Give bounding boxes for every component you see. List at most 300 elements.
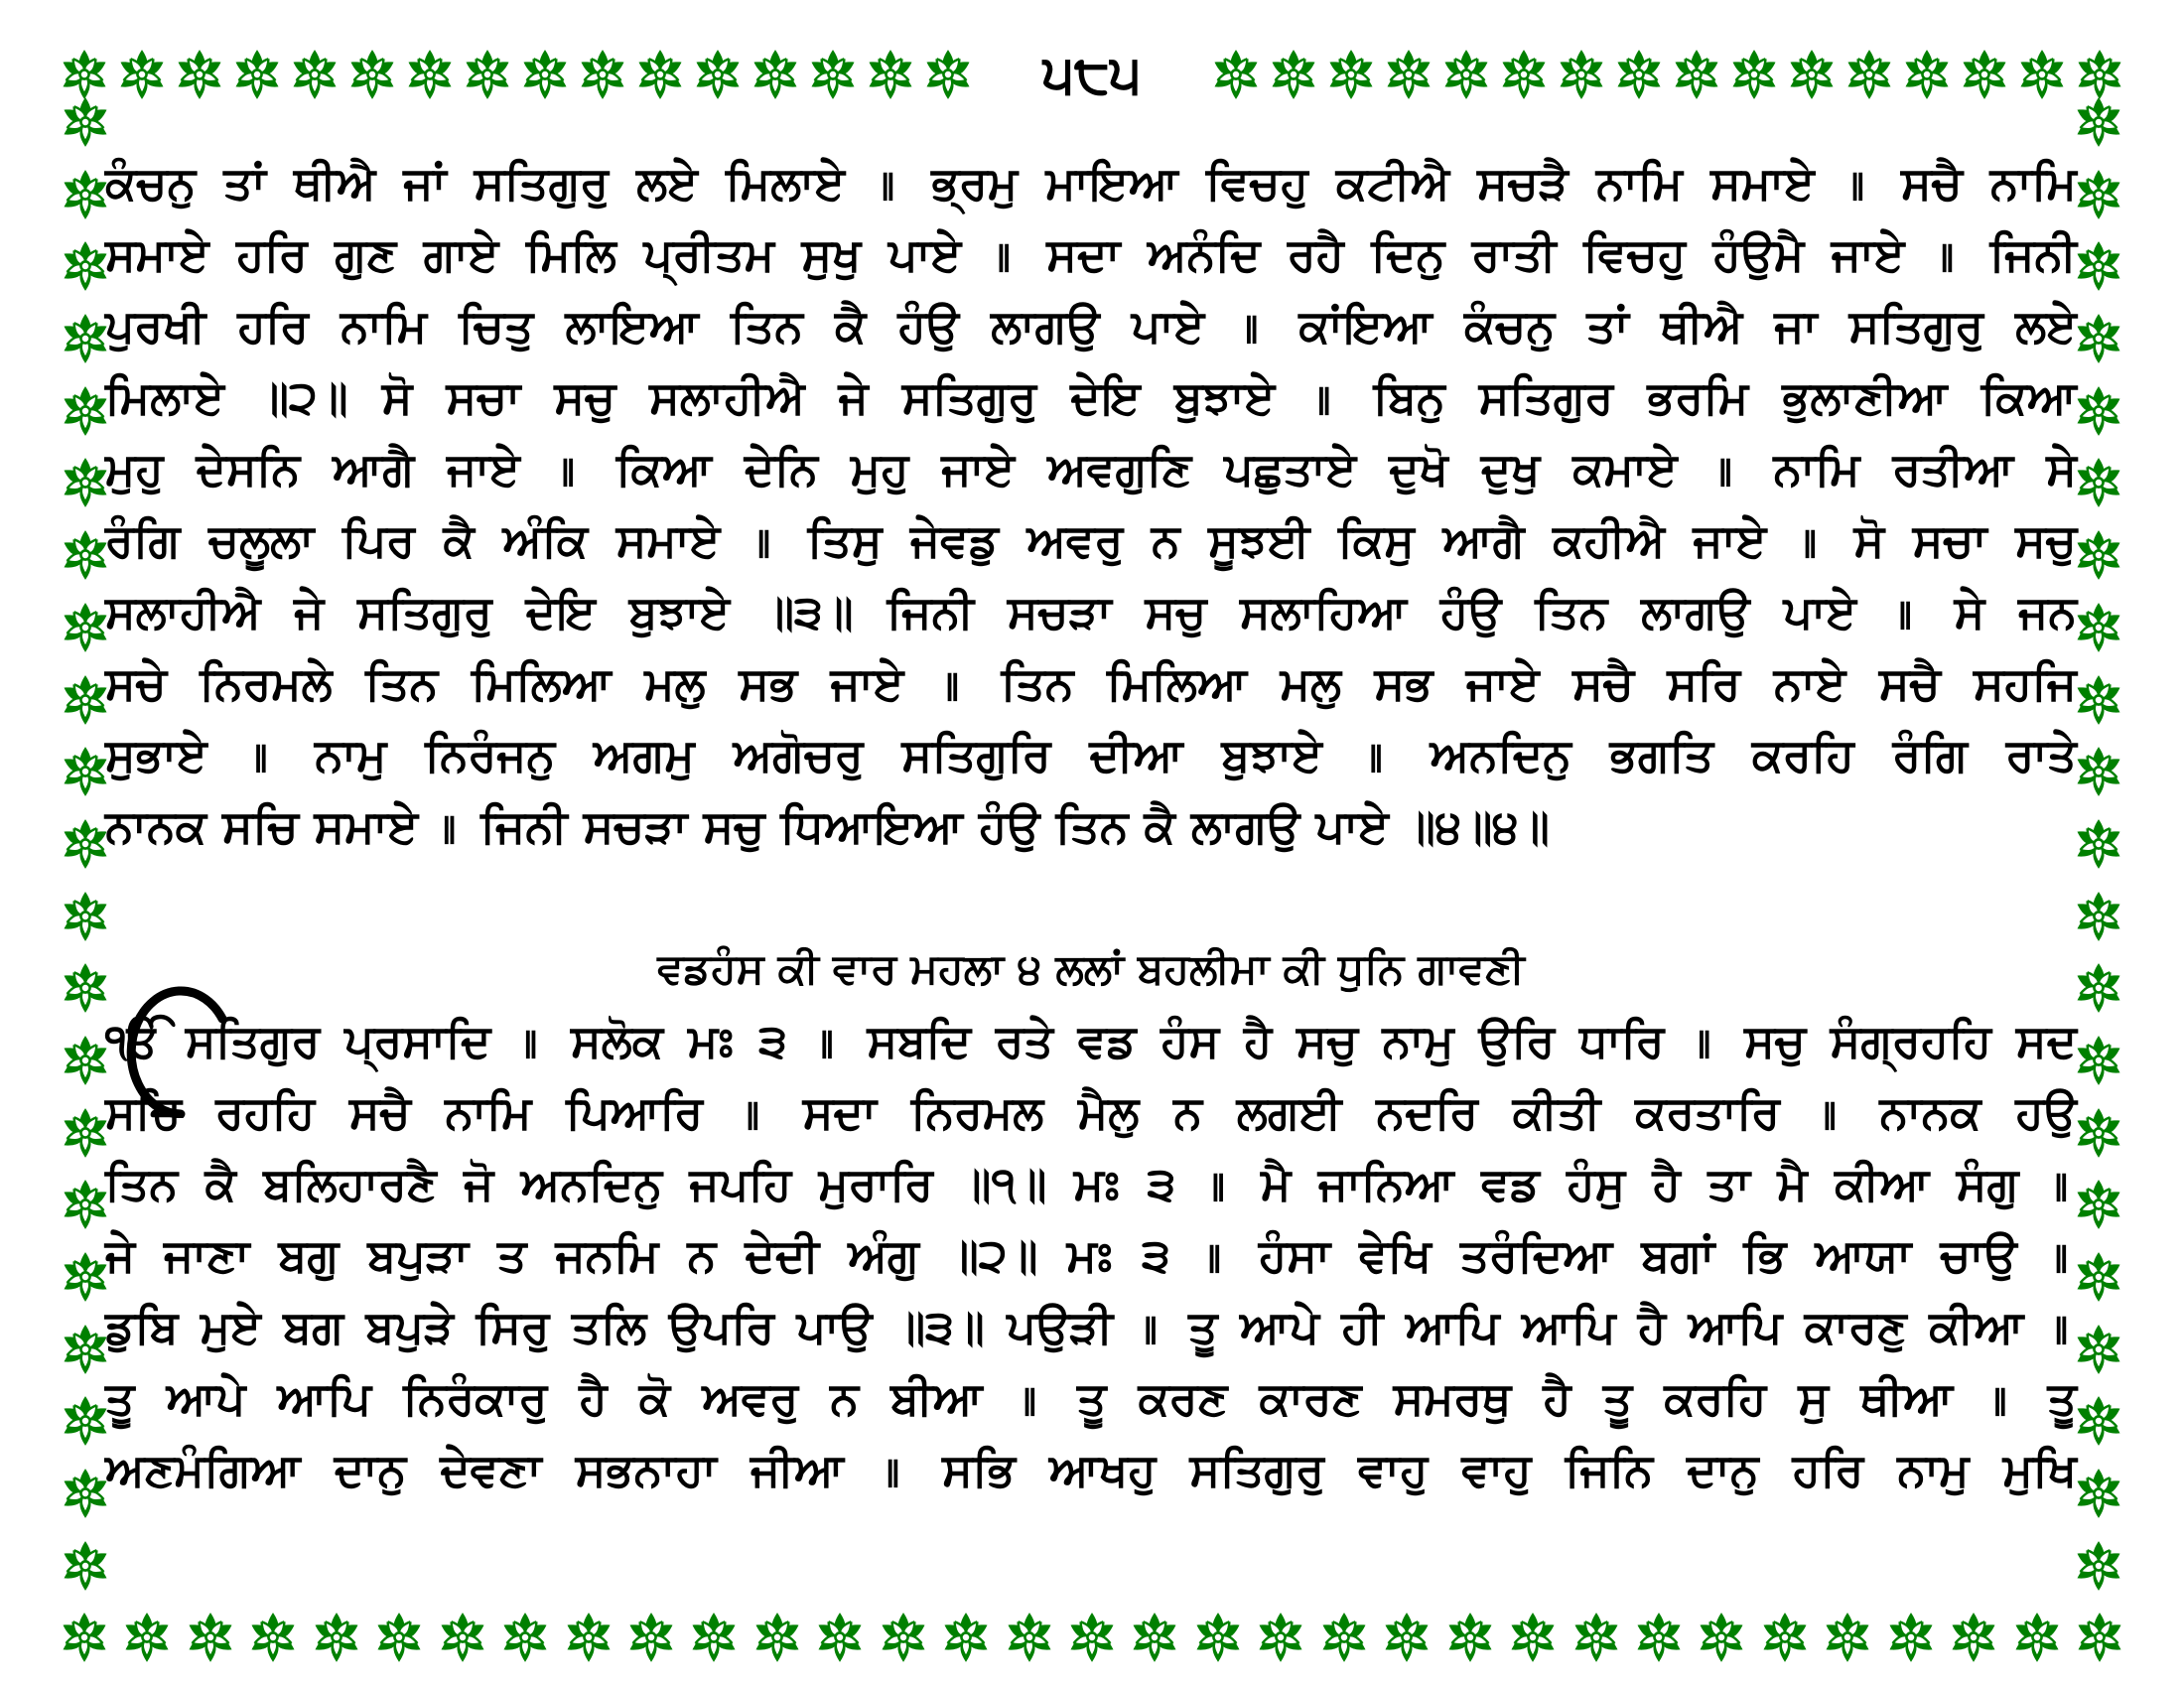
- word: ਸੂਝਈ: [1208, 513, 1310, 567]
- text-line: [105, 1291, 2077, 1362]
- flower-icon: [877, 1611, 930, 1664]
- word: ਸਮਾਏ: [314, 799, 419, 853]
- text-line: [105, 1076, 2077, 1148]
- flower-icon: [2072, 1467, 2125, 1520]
- border-right: [2071, 95, 2126, 1593]
- word: ॥੧॥: [960, 1157, 1047, 1210]
- word: ਵਿਚਹੁ: [1205, 156, 1308, 210]
- word: ਚਲੂਲਾ: [207, 513, 315, 567]
- word: ਸੁਖੁ: [801, 227, 862, 281]
- word: ਤੂ: [1076, 1371, 1107, 1425]
- word: ਤਲਿ: [571, 1300, 647, 1353]
- flower-icon: [230, 48, 284, 101]
- flower-icon: [687, 1611, 741, 1664]
- word: ਨਾਨਕ: [105, 799, 207, 853]
- flower-icon: [59, 601, 112, 654]
- word: ਸੇ: [2046, 442, 2077, 495]
- flower-icon: [59, 1250, 112, 1304]
- word: ਪਿਆਰਿ: [566, 1085, 704, 1139]
- word: ਆਪਿ: [1521, 1300, 1616, 1353]
- flower-icon: [59, 673, 112, 727]
- word: ਸਮਾਏ: [1710, 156, 1815, 210]
- word: ਸਚੈ: [1878, 656, 1941, 710]
- flower-icon: [59, 384, 112, 438]
- word: ਪਾਏ: [887, 227, 962, 281]
- word: ॥੪॥੪॥: [1404, 799, 1550, 853]
- word: ਤਾਂ: [1586, 299, 1629, 352]
- flower-icon: [59, 456, 112, 509]
- text-line: [105, 361, 2077, 433]
- word: ਧਾਰਿ: [1578, 1014, 1665, 1067]
- flower-icon: [59, 95, 112, 149]
- word: ਅਣਮੰਗਿਆ: [105, 1443, 301, 1496]
- word: ਜਾਏ: [1693, 513, 1767, 567]
- word: ਜੇ: [294, 585, 325, 638]
- word: ॥: [1842, 156, 1873, 210]
- word: ਸਚੁ: [703, 799, 765, 853]
- word: ਧਿਆਇਆ: [780, 799, 963, 853]
- word: ਜਾਏ: [1465, 656, 1540, 710]
- word: ॥: [1931, 227, 1963, 281]
- word: ਸਚੁ: [1297, 1014, 1358, 1067]
- word: ਕਾਂਇਆ: [1298, 299, 1433, 352]
- word: ਵਾਹੁ: [1358, 1443, 1429, 1496]
- word: ਕਾਰਣੁ: [1804, 1300, 1907, 1353]
- word: ਦੇਸਨਿ: [196, 442, 301, 495]
- word: ਵਾਹੁ: [1461, 1443, 1532, 1496]
- word: ਨਾਮਿ: [341, 299, 427, 352]
- word: ਤਿਨ: [105, 1157, 179, 1210]
- word: ਮੈਲੁ: [1078, 1085, 1140, 1139]
- word: ॥: [1360, 728, 1392, 781]
- word: ਥੀਐ: [293, 156, 376, 210]
- word: ਹੈ: [579, 1371, 608, 1425]
- word: ਨਾਮਿ: [1595, 156, 1683, 210]
- word: ਜਾਏ: [941, 442, 1016, 495]
- word: ਜਿਨੀ: [480, 799, 568, 853]
- flower-icon: [498, 1611, 552, 1664]
- flower-icon: [59, 1394, 112, 1448]
- word: ਆਯਾ: [1815, 1228, 1912, 1282]
- word: ਸਚੜਾ: [583, 799, 688, 853]
- word: ॥: [811, 1014, 843, 1067]
- word: ਕੀ: [1283, 944, 1324, 993]
- word: ਦੇਵਣਾ: [440, 1443, 542, 1496]
- word: ਮਹਲਾ: [910, 944, 1005, 993]
- word: ਸਤਿਗੁਰੁ: [1189, 1443, 1324, 1496]
- flower-icon: [2072, 239, 2125, 293]
- flower-icon: [1947, 1611, 2000, 1664]
- flower-icon: [921, 48, 975, 101]
- word: ਉਰਿ: [1478, 1014, 1556, 1067]
- flower-icon: [1632, 1611, 1686, 1664]
- word: ਸੰਗੁ: [1956, 1157, 2019, 1210]
- word: ਕਟੀਐ: [1335, 156, 1450, 210]
- flower-icon: [813, 1611, 867, 1664]
- word: ਬੀਆ: [890, 1371, 983, 1425]
- flower-icon: [59, 745, 112, 798]
- word: ਕਰਤਾਰਿ: [1635, 1085, 1780, 1139]
- word: ॥: [1135, 1300, 1166, 1353]
- flower-icon: [751, 1611, 804, 1664]
- word: ॥: [988, 227, 1020, 281]
- word: ਪਾਉ: [796, 1300, 873, 1353]
- word: ॥: [737, 1085, 768, 1139]
- word: ਕਿਆ: [615, 442, 712, 495]
- word: ਮਲੁ: [644, 656, 706, 710]
- word: ਸਮਾਏ: [105, 227, 209, 281]
- word: ਸਦਾ: [1046, 227, 1121, 281]
- word: ਜਾਏ: [1831, 227, 1905, 281]
- word: ॥: [1814, 1085, 1845, 1139]
- word: ਪੁਰਖੀ: [105, 299, 206, 352]
- text-line: [105, 576, 2077, 647]
- word: ਤਿਨ: [365, 656, 439, 710]
- flower-icon: [2072, 1539, 2125, 1593]
- flower-icon: [939, 1611, 993, 1664]
- flower-icon: [59, 961, 112, 1015]
- word: ਅਵਰੁ: [702, 1371, 799, 1425]
- word: ਦੇਇ: [525, 585, 596, 638]
- word: ਹੰਸੁ: [1567, 1157, 1626, 1210]
- word: ਸਭ: [1374, 656, 1433, 710]
- scripture-text: [105, 147, 2077, 1505]
- word: ਸਰਿ: [1667, 656, 1741, 710]
- flower-icon: [403, 48, 457, 101]
- word: ਨਾਮਿ: [1989, 156, 2077, 210]
- flower-icon: [2072, 1106, 2125, 1160]
- word: ਹੰਉ: [978, 799, 1040, 853]
- word: ਆਗੈ: [1442, 513, 1525, 567]
- word: ਕੈ: [443, 513, 475, 567]
- word: ਲਲਾਂ: [1055, 944, 1124, 993]
- word: ਮੁਏ: [200, 1300, 261, 1353]
- word: ਸਦ: [2015, 1014, 2077, 1067]
- flower-icon: [1191, 1611, 1245, 1664]
- word: ਸਚੈ: [1572, 656, 1634, 710]
- word: ਚਾਉ: [1940, 1228, 2017, 1282]
- word: ॥: [245, 728, 277, 781]
- word: ॥੩॥: [894, 1300, 985, 1353]
- word: ਦੇਇ: [1070, 370, 1141, 424]
- word: ਬਗੁ: [278, 1228, 340, 1282]
- word: ਕਰਹਿ: [1751, 728, 1854, 781]
- word: ਰਾਤੀ: [1471, 227, 1557, 281]
- word: ਮਿਲਿ: [525, 227, 616, 281]
- word: ੴ: [105, 1014, 161, 1067]
- flower-icon: [1612, 48, 1666, 101]
- flower-icon: [58, 48, 111, 101]
- word: ਮਿਲਿਆ: [1106, 656, 1248, 710]
- flower-icon: [2072, 312, 2125, 365]
- text-line: [105, 1362, 2077, 1434]
- word: ਕੈ: [205, 1157, 236, 1210]
- flower-icon: [1439, 48, 1493, 101]
- word: ॥: [936, 656, 968, 710]
- word: ਕਾਰਣ: [1259, 1371, 1362, 1425]
- flower-icon: [2010, 1611, 2064, 1664]
- word: ਸਚਾ: [1912, 513, 1987, 567]
- word: ਭੁਲਾਣੀਆ: [1782, 370, 1948, 424]
- flower-icon: [691, 48, 745, 101]
- flower-icon: [576, 48, 629, 101]
- word: ਦਿਨੁ: [1371, 227, 1445, 281]
- word: ਭਗਤਿ: [1609, 728, 1714, 781]
- flower-icon: [184, 1611, 237, 1664]
- flower-icon: [2072, 1034, 2125, 1087]
- word: ਹੰਸਾ: [1258, 1228, 1331, 1282]
- word: ਦਾਨੁ: [1687, 1443, 1759, 1496]
- flower-icon: [58, 1611, 111, 1664]
- word: ਸਚੈ: [348, 1085, 411, 1139]
- flower-icon: [1497, 48, 1551, 101]
- word: ਬਹਲੀਮਾ: [1137, 944, 1270, 993]
- word: ਮਃ: [1066, 1228, 1114, 1282]
- flower-icon: [59, 1323, 112, 1376]
- word: ੪: [1018, 944, 1042, 993]
- flower-icon: [59, 312, 112, 365]
- word: ਥੀਆ: [1860, 1371, 1954, 1425]
- word: ॥: [2045, 1157, 2077, 1210]
- word: ॥: [1984, 1371, 2016, 1425]
- word: ਨਾਮੁ: [315, 728, 387, 781]
- word: ਤਰੰਦਿਆ: [1459, 1228, 1613, 1282]
- word: ਜਾਣਾ: [164, 1228, 250, 1282]
- word: ਸਲਾਹਿਆ: [1240, 585, 1408, 638]
- word: ਰੰਗਿ: [1892, 728, 1968, 781]
- word: ਜੀਆ: [750, 1443, 844, 1496]
- word: ਹੰਉ: [897, 299, 959, 352]
- flower-icon: [288, 48, 341, 101]
- flower-icon: [59, 1034, 112, 1087]
- word: ਸਿਰੁ: [476, 1300, 550, 1353]
- word: ਨਾਏ: [1773, 656, 1846, 710]
- word: ਪਾਏ: [1783, 585, 1856, 638]
- word: ਨਿਰਮਲੇ: [200, 656, 333, 710]
- flower-icon: [2072, 745, 2125, 798]
- word: ਨ: [1173, 1085, 1202, 1139]
- word: ਧੁਨਿ: [1337, 944, 1405, 993]
- word: ੩: [758, 1014, 787, 1067]
- flower-icon: [2072, 1323, 2125, 1376]
- flower-icon: [1900, 48, 1954, 101]
- word: ਗਾਵਣੀ: [1418, 944, 1525, 993]
- flower-icon: [59, 168, 112, 221]
- word: ਆਪਿ: [277, 1371, 371, 1425]
- word: ਕਿਆ: [1980, 370, 2077, 424]
- section-heading: [105, 933, 2077, 1005]
- word: ਨਿਰੰਜਨੁ: [425, 728, 556, 781]
- word: ਅਗਮੁ: [593, 728, 695, 781]
- word: ਬਪੁੜਾ: [367, 1228, 469, 1282]
- word: ਸਭਿ: [942, 1443, 1016, 1496]
- word: ਰਾਤੇ: [2005, 728, 2077, 781]
- flower-icon: [1958, 48, 2011, 101]
- flower-icon: [1727, 48, 1781, 101]
- word: ਕੀਤੀ: [1512, 1085, 1601, 1139]
- word: ਨ: [1151, 513, 1180, 567]
- word: ਸਹਜਿ: [1974, 656, 2077, 710]
- word: ਮੈ: [1777, 1157, 1808, 1210]
- text-line: [105, 1434, 2077, 1505]
- word: ਹੈ: [1243, 1014, 1273, 1067]
- word: ਤੂ: [2047, 1371, 2077, 1425]
- flower-icon: [59, 890, 112, 943]
- word: ਤਿਨ: [1535, 585, 1608, 638]
- word: ॥: [1308, 370, 1340, 424]
- flower-icon: [1382, 48, 1435, 101]
- flower-icon: [59, 528, 112, 582]
- flower-icon: [1209, 48, 1263, 101]
- word: ਸੋ: [1853, 513, 1885, 567]
- word: ਲਏ: [636, 156, 698, 210]
- word: ਸਚੈ: [1901, 156, 1963, 210]
- flower-icon: [1555, 48, 1608, 101]
- word: ਜਾ: [1774, 299, 1818, 352]
- word: ਸਤਿਗੁਰੁ: [474, 156, 610, 210]
- word: ਸਮਰਥੁ: [1393, 1371, 1512, 1425]
- flower-icon: [59, 1467, 112, 1520]
- word: ਕੰਚਨੁ: [105, 156, 197, 210]
- word: ਮੁਰਾਰਿ: [818, 1157, 933, 1210]
- word: ਅਨਦਿਨੁ: [1430, 728, 1571, 781]
- word: ਲਾਗਉ: [1641, 585, 1750, 638]
- flower-icon: [2015, 48, 2069, 101]
- word: ਪ੍ਰਸਾਦਿ: [344, 1014, 491, 1067]
- word: ਤ: [497, 1228, 527, 1282]
- paragraph-2: [105, 1005, 2077, 1505]
- word: ਸਮਾਏ: [615, 513, 721, 567]
- text-line: [105, 147, 2077, 218]
- word: ਜਾਏ: [447, 442, 520, 495]
- flower-icon: [1506, 1611, 1560, 1664]
- flower-icon: [1785, 48, 1839, 101]
- word: ਹਰਿ: [1792, 1443, 1864, 1496]
- word: ਅੰਗੁ: [848, 1228, 919, 1282]
- flower-icon: [1003, 1611, 1056, 1664]
- word: ਭ੍ਰਮੁ: [931, 156, 1019, 210]
- word: ੩: [1147, 1157, 1176, 1210]
- text-line: [105, 218, 2077, 290]
- word: ਸਲਾਹੀਐ: [105, 585, 261, 638]
- word: ॥: [2045, 1300, 2077, 1353]
- word: ॥: [1709, 442, 1741, 495]
- word: ਤਿਸੁ: [807, 513, 883, 567]
- word: ਸੋ: [381, 370, 413, 424]
- page-number: ੫੮੫: [1042, 43, 1142, 105]
- word: ਜਿਨੀ: [887, 585, 974, 638]
- word: ਵਡ: [1481, 1157, 1540, 1210]
- word: ਦਾਨੁ: [334, 1443, 407, 1496]
- flower-icon: [2072, 168, 2125, 221]
- word: ॥: [1889, 585, 1921, 638]
- word: ਜਿਨਿ: [1565, 1443, 1654, 1496]
- word: ਸੰਗ੍ਰਹਹਿ: [1830, 1014, 1992, 1067]
- word: ਜਪਹਿ: [689, 1157, 792, 1210]
- flower-icon: [1324, 48, 1378, 101]
- text-line: [105, 1148, 2077, 1219]
- flower-icon: [2072, 384, 2125, 438]
- flower-icon: [310, 1611, 363, 1664]
- text-line: [105, 433, 2077, 504]
- word: ਸਤਿਗੁਰੁ: [901, 370, 1037, 424]
- word: ਸੁਭਾਏ: [105, 728, 207, 781]
- word: ਸਚੁ: [2015, 513, 2077, 567]
- flower-icon: [372, 1611, 426, 1664]
- word: ਬੁਝਾਏ: [1173, 370, 1276, 424]
- word: ॥੩॥: [763, 585, 854, 638]
- word: ਤਿਨ: [730, 299, 803, 352]
- word: ਤੂ: [1188, 1300, 1218, 1353]
- word: ਅਗੋਚਰੁ: [733, 728, 864, 781]
- word: ਸਭਨਾਹਾ: [575, 1443, 717, 1496]
- word: ਤਾਂ: [223, 156, 266, 210]
- border-top-left-flowers: [58, 48, 975, 101]
- word: ਅਵਰੁ: [1026, 513, 1124, 567]
- flower-icon: [115, 48, 169, 101]
- word: ॥: [1198, 1228, 1230, 1282]
- flower-icon: [246, 1611, 300, 1664]
- border-top-right-flowers: [1209, 48, 2126, 101]
- flower-icon: [1317, 1611, 1371, 1664]
- flower-icon: [2072, 817, 2125, 871]
- word: ਰੰਗਿ: [105, 513, 181, 567]
- flower-icon: [624, 1611, 678, 1664]
- flower-icon: [864, 48, 917, 101]
- word: ਨ: [687, 1228, 717, 1282]
- flower-icon: [806, 48, 860, 101]
- word: ਦੇਦੀ: [745, 1228, 820, 1282]
- word: ਬਗਾਂ: [1641, 1228, 1715, 1282]
- word: ਹੀ: [1341, 1300, 1384, 1353]
- word: ਹਰਿ: [237, 299, 309, 352]
- paragraph-1: [105, 147, 2077, 862]
- word: ਮੁਖਿ: [2002, 1443, 2077, 1496]
- word: ਬੁਝਾਏ: [1221, 728, 1322, 781]
- flower-icon: [1821, 1611, 1874, 1664]
- text-line: [105, 790, 2077, 862]
- word: ਸਤਿਗੁਰ: [185, 1014, 321, 1067]
- word: ਹੰਉਮੈ: [1712, 227, 1805, 281]
- word: ਸਤਿਗੁਰੁ: [357, 585, 492, 638]
- flower-icon: [1065, 1611, 1119, 1664]
- word: ਸਚੁ: [554, 370, 616, 424]
- word: ਨਾਮੁ: [1382, 1014, 1454, 1067]
- flower-icon: [461, 48, 514, 101]
- word: ਜੇ: [105, 1228, 136, 1282]
- word: ਲਾਇਆ: [565, 299, 699, 352]
- word: ਸਚੜੈ: [1477, 156, 1569, 210]
- word: ਰਤੀਆ: [1892, 442, 2014, 495]
- word: ਮਾਇਆ: [1045, 156, 1178, 210]
- word: ॥: [434, 799, 466, 853]
- word: ਜਨ: [2018, 585, 2077, 638]
- word: ॥: [552, 442, 584, 495]
- flower-icon: [2072, 1394, 2125, 1448]
- word: ਤਿਨ: [1055, 799, 1129, 853]
- word: ਅਨੰਦਿ: [1147, 227, 1261, 281]
- flower-icon: [562, 1611, 615, 1664]
- word: ਜਾਨਿਆ: [1317, 1157, 1454, 1210]
- paragraph-gap: [105, 862, 2077, 933]
- word: ਸਚੇ: [105, 656, 167, 710]
- word: ਉਪਰਿ: [668, 1300, 775, 1353]
- word: ॥: [2045, 1228, 2077, 1282]
- flower-icon: [1380, 1611, 1433, 1664]
- word: ਮਿਲਿਆ: [471, 656, 612, 710]
- word: ਹੈ: [1637, 1300, 1667, 1353]
- word: ਵੇਖਿ: [1359, 1228, 1432, 1282]
